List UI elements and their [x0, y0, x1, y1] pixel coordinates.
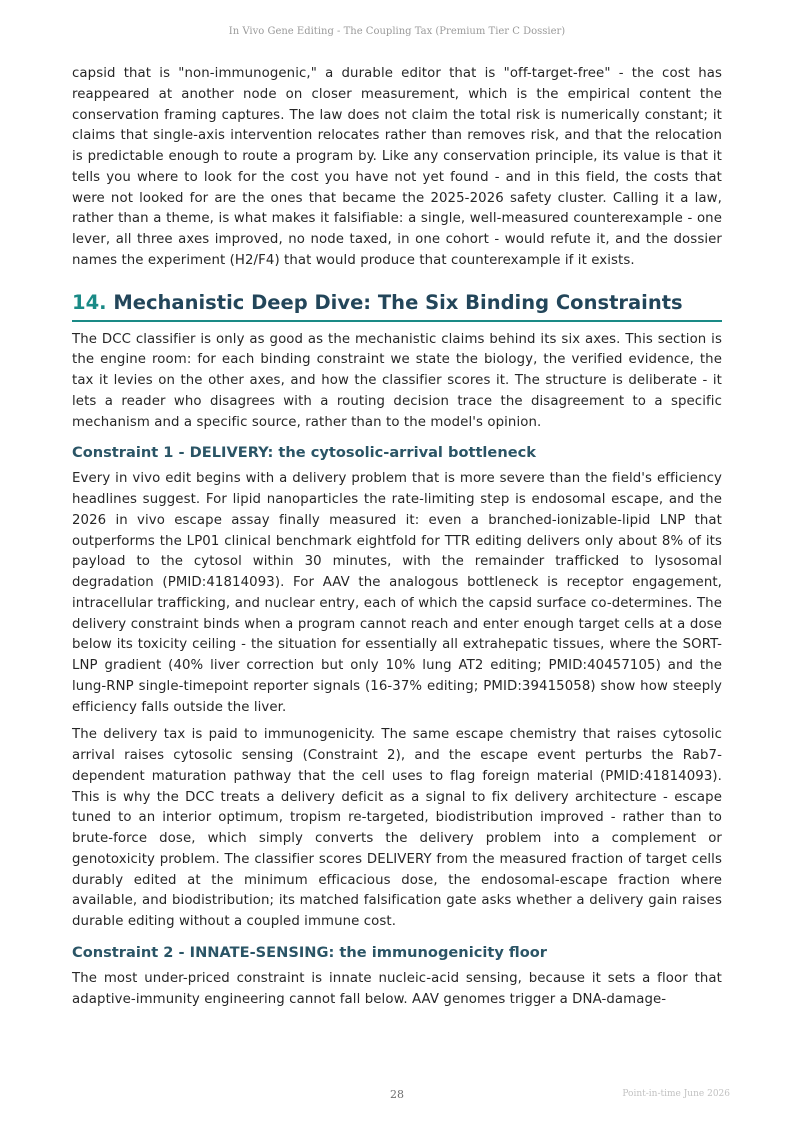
footer-date-label: Point-in-time June 2026 [622, 1089, 730, 1099]
page-number: 28 [390, 1088, 404, 1101]
constraint-1-paragraph-1: Every in vivo edit begins with a delivery problem that is more severe than the field's efficiency headlines suggest. For lipid nanoparticles the rate-limiting step is endosomal escape, and the 2026 in vivo escape assay finally measured it: even a branched-ionizable-lipid LNP that outperforms the LP01 clinical benchmark eightfold for TTR editing delivers only about 8% of its payload to the cytosol within 30 minutes, with the remainder trafficked to lysosomal degradation (PMID:41814093). For AAV the analogous bottleneck is receptor engagement, intracellular trafficking, and nuclear entry, each of which the capsid surface co-determines. The delivery constraint binds when a program cannot reach and enter enough target cells at a dose below its toxicity ceiling - the situation for essentially all extrahepatic tissues, where the SORT-LNP gradient (40% liver correction but only 10% lung AT2 editing; PMID:40457105) and the lung-RNP single-timepoint reporter signals (16-37% editing; PMID:39415058) show how steeply efficiency falls outside the liver. [72, 471, 722, 715]
intro-paragraph: capsid that is "non-immunogenic," a durable editor that is "off-target-free" - the cost has reappeared at another node on closer measurement, which is the empirical content the conservation framing captures. The law does not claim the total risk is numerically constant; it claims that single-axis intervention relocates rather than removes risk, and that the relocation is predictable enough to route a program by. Like any conservation principle, its value is that it tells you where to look for the cost you have not yet found - and in this field, the costs that were not looked for are the ones that became the 2025-2026 safety cluster. Calling it a law, rather than a theme, is what makes it falsifiable: a single, well-measured counterexample - one lever, all three axes improved, no node taxed, in one cohort - would refute it, and the dossier names the experiment (H2/F4) that would produce that counterexample if it exists. [72, 66, 722, 268]
section-intro-paragraph: The DCC classifier is only as good as the mechanistic claims behind its six axes. This section is the engine room: for each binding constraint we state the biology, the verified evidence, the tax it levies on the other axes, and how the classifier scores it. The structure is deliberate - it lets a reader who disagrees with a routing decision trace the disagreement to a specific mechanism and a specific source, rather than to the model's opinion. [72, 331, 722, 430]
constraint-2-paragraph-1: The most under-priced constraint is innate nucleic-acid sensing, because it sets a floor that adaptive-immunity engineering cannot fall below. AAV genomes trigger a DNA-damage- [72, 970, 722, 1007]
section-heading [72, 291, 722, 322]
constraint-1-paragraph-2: The delivery tax is paid to immunogenicity. The same escape chemistry that raises cytosolic arrival raises cytosolic sensing (Constraint 2), and the escape event perturbs the Rab7-dependent maturation pathway that the cell uses to flag foreign material (PMID:41814093). This is why the DCC treats a delivery deficit as a signal to fix delivery architecture - escape tuned to an interior optimum, tropism re-targeted, biodistribution improved - rather than to brute-force dose, which simply converts the delivery problem into a complement or genotoxicity problem. The classifier scores DELIVERY from the measured fraction of target cells durably edited at the minimum efficacious dose, the endosomal-escape fraction where available, and biodistribution; its matched falsification gate asks whether a delivery gain raises durable editing without a coupled immune cost. [72, 727, 722, 929]
constraint-1-heading: Constraint 1 - DELIVERY: the cytosolic-arrival bottleneck [72, 444, 536, 462]
constraint-2-heading: Constraint 2 - INNATE-SENSING: the immunogenicity floor [72, 943, 547, 961]
section-title: Mechanistic Deep Dive: The Six Binding Constraints [113, 290, 683, 314]
section-number: 14. [72, 290, 107, 314]
page-content [72, 64, 722, 1017]
running-header: In Vivo Gene Editing - The Coupling Tax (Premium Tier C Dossier) [228, 26, 566, 37]
